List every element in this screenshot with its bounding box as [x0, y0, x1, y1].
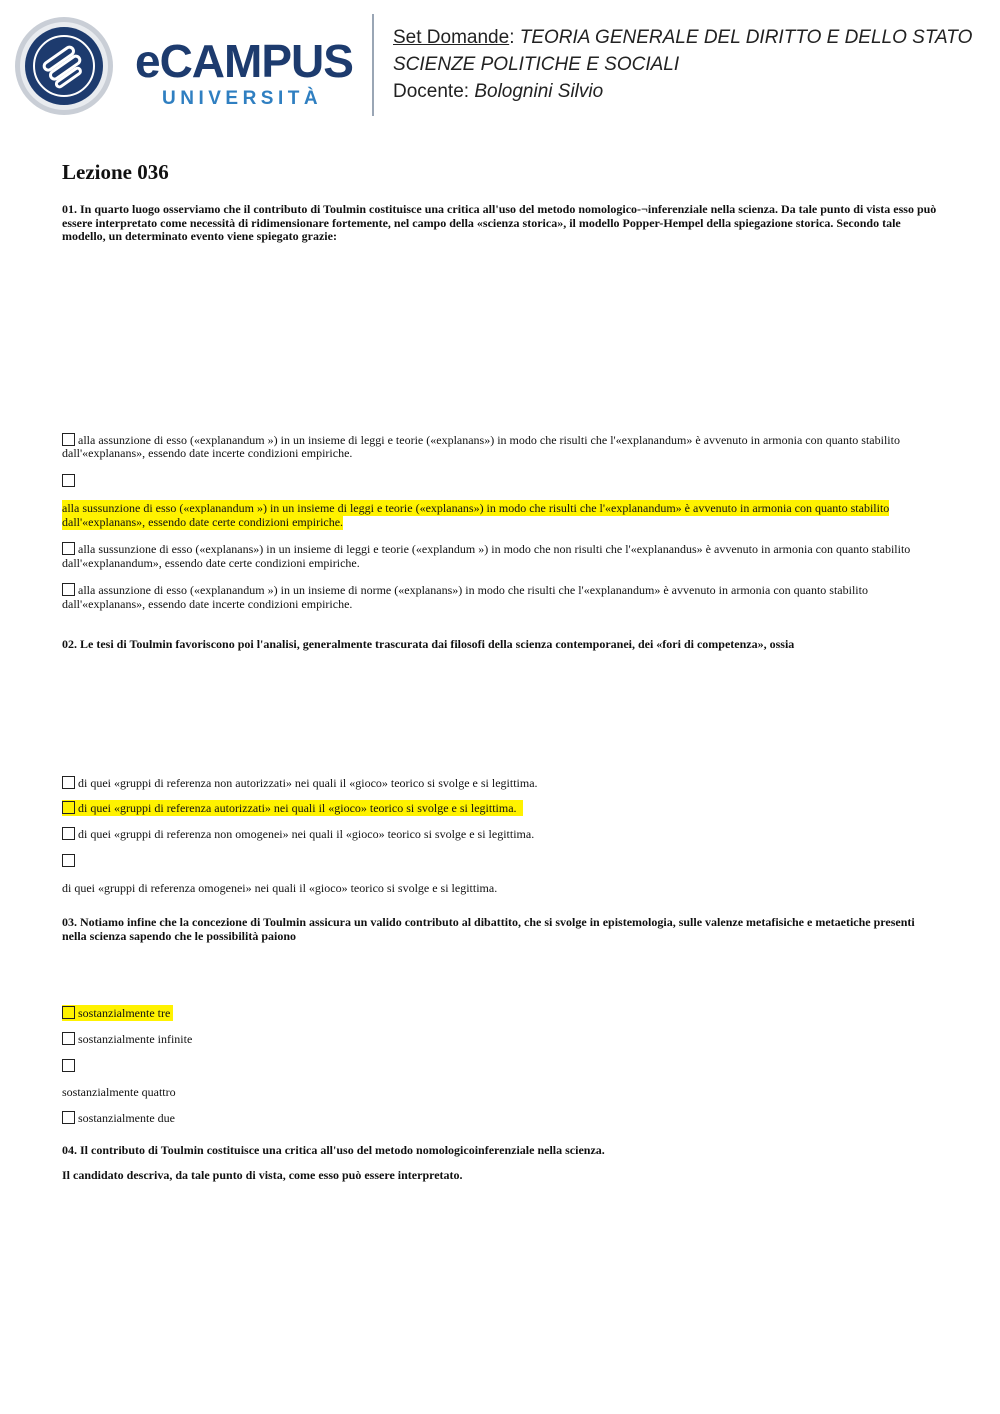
option-checkbox[interactable]: [62, 801, 75, 814]
option-checkbox[interactable]: [62, 433, 75, 446]
question-02-option-c: [62, 827, 938, 842]
brand-wordmark: eCAMPUS: [135, 35, 353, 87]
question-02-option-d-checkbox-row: [62, 854, 938, 869]
question-01-text: 01. In quarto luogo osserviamo che il contributo di Toulmin costituisce una critica all'uso del metodo nomologico-¬inferenziale nella scienza. Da tale punto di vista esso può essere interpretato come necessità di ridimensionare fortemente, nel campo della «scienza storica», il modello Popper-Hempel della spiegazione storica. Secondo tale modello, un determinato evento viene spiegato grazie:: [62, 202, 937, 243]
course-faculty: SCIENZE POLITICHE E SOCIALI: [393, 54, 680, 75]
ecampus-seal-logo: [14, 16, 114, 116]
question-03-option-c-checkbox-row: [62, 1059, 938, 1074]
question-03-text: 03. Notiamo infine che la concezione di Toulmin assicura un valido contributo al dibattito, che si svolge in epistemologia, sulle valenze metafisiche e metaetiche presenti nella scienza sapendo che le possibilità paiono: [62, 915, 915, 943]
option-label: alla sussunzione di esso («explanans») in un insieme di leggi e teorie («explandum ») in modo che non risulti che l'«explanandus» è avvenuto in armonia con quanto stabilito dall'«explanandum», essendo date certe condizioni empiriche.: [62, 542, 911, 570]
docente-name: Bolognini Silvio: [474, 81, 604, 102]
option-checkbox[interactable]: [62, 583, 75, 596]
option-checkbox[interactable]: [62, 827, 75, 840]
question-02-option-a: [62, 776, 938, 791]
question-03-option-a: [62, 1006, 938, 1021]
question-01-option-a: [62, 433, 938, 461]
option-checkbox[interactable]: [62, 1032, 75, 1045]
course-info: Set Domande: TEORIA GENERALE DEL DIRITTO E DELLO STATO SCIENZE POLITICHE E SOCIALI Docente: Bolognini Silvio: [393, 27, 973, 102]
question-set: [62, 160, 938, 1183]
question-01-option-b: [62, 502, 938, 529]
option-checkbox[interactable]: [62, 1111, 75, 1124]
option-label: sostanzialmente tre: [78, 1006, 171, 1020]
lesson-title: Lezione 036: [62, 160, 169, 184]
set-label: Set Domande: [393, 27, 510, 48]
option-label: di quei «gruppi di referenza omogenei» nei quali il «gioco» teorico si svolge e si legittima.: [62, 880, 498, 895]
option-checkbox[interactable]: [62, 542, 75, 555]
option-label: alla assunzione di esso («explanandum ») in un insieme di leggi e teorie («explanans») in modo che risulti che l'«explanandum» è avvenuto in armonia con quanto stabilito dall'«explanans», essendo date incerte condizioni empiriche.: [62, 432, 900, 460]
option-label: di quei «gruppi di referenza autorizzati» nei quali il «gioco» teorico si svolge e si legittima.: [78, 801, 517, 815]
option-label-highlighted: [62, 800, 523, 816]
option-checkbox[interactable]: [62, 1006, 75, 1019]
question-02-option-b: [62, 801, 938, 816]
question-03-option-b: [62, 1032, 938, 1047]
header-divider: [372, 14, 374, 116]
option-checkbox[interactable]: [62, 776, 75, 789]
brand-subtitle: UNIVERSITÀ: [162, 88, 323, 109]
option-label-highlighted: [62, 1005, 173, 1021]
option-checkbox[interactable]: [62, 854, 75, 867]
question-01-option-b-checkbox-row: [62, 474, 938, 489]
option-checkbox[interactable]: [62, 474, 75, 487]
docente-label: Docente:: [393, 81, 470, 102]
option-label: di quei «gruppi di referenza non omogenei» nei quali il «gioco» teorico si svolge e si legittima.: [78, 826, 535, 841]
question-04-text: 04. Il contributo di Toulmin costituisce una critica all'uso del metodo nomologicoinferenziale nella scienza.: [62, 1142, 605, 1157]
question-02-option-d: [62, 882, 938, 896]
question-03-option-c: [62, 1086, 938, 1100]
question-01-option-d: [62, 583, 938, 611]
option-label: sostanzialmente quattro: [62, 1084, 176, 1099]
course-title: TEORIA GENERALE DEL DIRITTO E DELLO STATO: [519, 27, 973, 48]
option-label-highlighted: alla sussunzione di esso («explanandum ») in un insieme di leggi e teorie («explanans») in modo che risulti che l'«explanandum» è avvenuto in armonia con quanto stabilito dall'«explanans», essendo date certe condizioni empiriche.: [62, 501, 890, 529]
option-label: sostanzialmente due: [78, 1111, 175, 1125]
option-label: alla assunzione di esso («explanandum ») in un insieme di norme («explanans») in modo che risulti che l'«explanandum» è avvenuto in armonia con quanto stabilito dall'«explanans», essendo date incerte condizioni empiriche.: [62, 583, 868, 611]
question-01-option-c: [62, 542, 938, 570]
option-checkbox[interactable]: [62, 1059, 75, 1072]
question-03-option-d: [62, 1111, 938, 1126]
document-header: [0, 0, 1000, 130]
option-label: sostanzialmente infinite: [78, 1031, 193, 1046]
question-02-text: 02. Le tesi di Toulmin favoriscono poi l'analisi, generalmente trascurata dai filosofi della scienza contemporanei, dei «fori di competenza», ossia: [62, 637, 795, 651]
question-04-instruction: Il candidato descriva, da tale punto di vista, come esso può essere interpretato.: [62, 1168, 463, 1182]
option-label: di quei «gruppi di referenza non autorizzati» nei quali il «gioco» teorico si svolge e si legittima.: [78, 775, 538, 790]
